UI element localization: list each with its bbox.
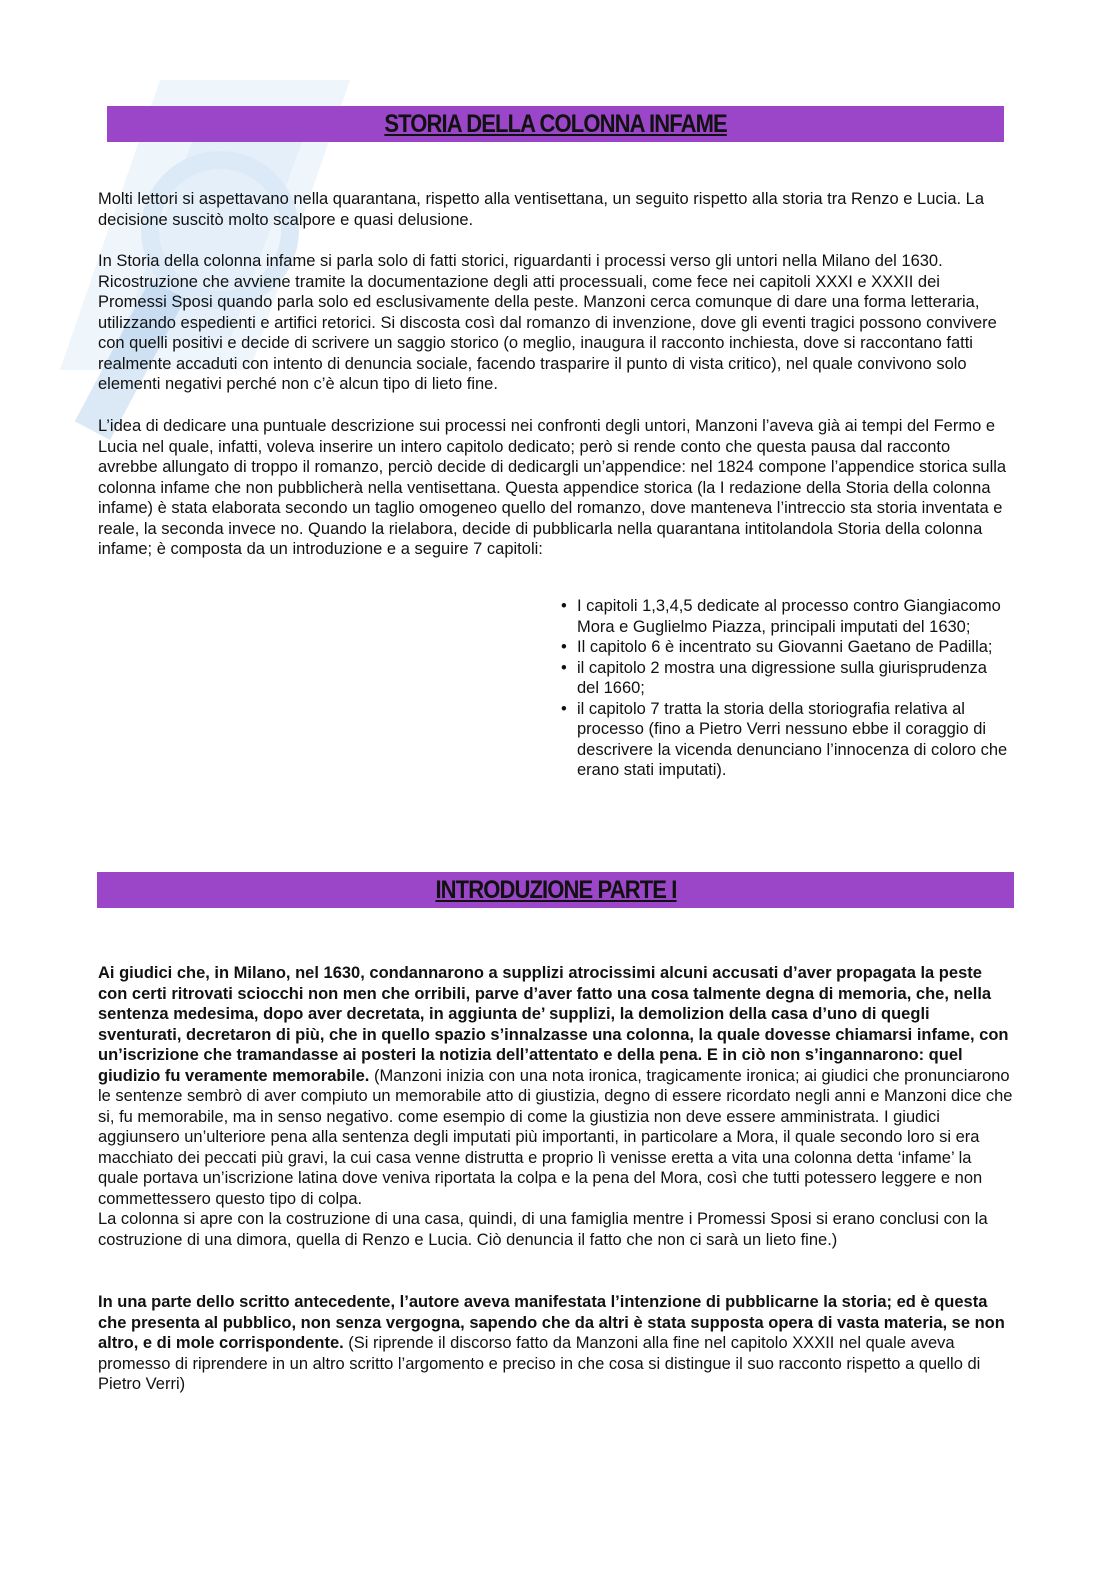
list-item — [560, 637, 1010, 658]
list-item — [560, 658, 1010, 699]
list-item-text: I capitoli 1,3,4,5 dedicate al processo contro Giangiacomo Mora e Guglielmo Piazza, principali imputati del 1630; — [577, 597, 1001, 636]
list-item-text: il capitolo 2 mostra una digressione sulla giurisprudenza del 1660; — [577, 658, 987, 697]
paragraph — [98, 1292, 1013, 1395]
section-title-banner — [107, 106, 1004, 142]
bullet-icon: • — [561, 658, 567, 677]
paragraph-text: L’idea di dedicare una puntuale descrizione sui processi nei confronti degli untori, Manzoni l’aveva già ai tempi del Fermo e Lucia nel quale, infatti, voleva inserire un intero capitolo dedicato; però si rende conto che questa pausa dal racconto avrebbe allungato di troppo il romanzo, perciò decide di dedicargli un’appendice: nel 1824 compone l’appendice storica sulla colonna infame che non pubblicherà nella ventisettana. Questa appendice storica (la I redazione della Storia della colonna infame) è stata elaborata secondo un taglio omogeneo quello del romanzo, dove manteneva l’intreccio sta storia inventata e reale, la seconda invece no. Quando la rielabora, decide di pubblicarla nella quarantana intitolandola Storia della colonna infame; è composta da un introduzione e a seguire 7 capitoli: — [98, 417, 1007, 558]
commentary-text: (Manzoni inizia con una nota ironica, tragicamente ironica; ai giudici che pronunciarono le sentenze sembrò di aver compiuto un memorabile atto di giustizia, degno di essere ricordato negli anni e Manzoni dice che si, fu memorabile, ma in senso negativo. come esempio di come la giustizia non deve essere amministrata. I giudici aggiunsero un’ulteriore pena alla sentenza degli imputati più importanti, in particolare a Mora, il quale secondo loro si era macchiato dei peccati più gravi, la cui casa venne distrutta e proprio lì venisse eretta a vita una colonna detta ‘infame’ la quale portava un’iscrizione latina dove veniva riportata la colpa e la pena del Mora, così che tutti potessero leggere e non commettessero questo tipo di colpa. — [98, 1066, 1013, 1208]
section-title: STORIA DELLA COLONNA INFAME — [384, 109, 727, 138]
paragraph — [98, 189, 1013, 230]
watermark-logo — [20, 40, 490, 460]
bullet-icon: • — [561, 699, 567, 718]
commentary-text: (Si riprende il discorso fatto da Manzoni alla fine nel capitolo XXXII nel quale aveva promesso di riprendere in un altro scritto l’argomento e preciso in che cosa si distingue il suo racconto rispetto a quello di Pietro Verri) — [98, 1334, 981, 1393]
section-title-banner — [97, 872, 1014, 908]
bullet-icon: • — [561, 638, 567, 656]
paragraph-text: In Storia della colonna infame si parla solo di fatti storici, riguardanti i processi verso gli untori nella Milano del 1630. Ricostruzione che avviene tramite la documentazione degli atti processuali, come fece nei capitoli XXXI e XXXII dei Promessi Sposi quando parla solo ed esclusivamente della peste. Manzoni cerca comunque di dare una forma letteraria, utilizzando espedienti e artifici retorici. Si discosta così dal romanzo di invenzione, dove gli eventi tragici possono convivere con quelli positivi e decide di scrivere un saggio storico (o meglio, inaugura il racconto inchiesta, dove si raccontano fatti realmente accaduti con intento di denuncia sociale, facendo trasparire il punto di vista critico), nel quale convivono solo elementi negativi perché non c’è alcun tipo di lieto fine. — [98, 252, 997, 393]
list-item — [560, 596, 1010, 637]
paragraph — [98, 251, 1013, 395]
paragraph — [98, 963, 1013, 1250]
paragraph-text: Molti lettori si aspettavano nella quarantana, rispetto alla ventisettana, un seguito rispetto alla storia tra Renzo e Lucia. La decisione suscitò molto scalpore e quasi delusione. — [98, 190, 985, 229]
quoted-text: In una parte dello scritto antecedente, l’autore aveva manifestata l’intenzione di pubblicarne la storia; ed è questa che presenta al pubblico, non senza vergogna, sapendo che da altri è stata supposta opera di vasta materia, se non altro, e di mole corrispondente. — [98, 1293, 1005, 1352]
paragraph-text — [98, 1292, 1013, 1395]
section-title: INTRODUZIONE PARTE I — [434, 875, 677, 904]
paragraph-text: La colonna si apre con la costruzione di una casa, quindi, di una famiglia mentre i Promessi Sposi si erano conclusi con la costruzione di una dimora, quella di Renzo e Lucia. Ciò denuncia il fatto che non ci sarà un lieto fine.) — [98, 1210, 988, 1249]
quoted-text: Ai giudici che, in Milano, nel 1630, condannarono a supplizi atrocissimi alcuni accusati d’aver propagata la peste con certi ritrovati sciocchi non men che orribili, parve d’aver fatto una cosa talmente degna di memoria, che, nella sentenza medesima, dopo aver decretata, in aggiunta de’ supplizi, la demolizion della casa d’uno di quegli sventurati, decretaron di più, che in quello spazio s’innalzasse una colonna, la quale dovesse chiamarsi infame, con un’iscrizione che tramandasse ai posteri la notizia dell’attentato e della pena. E in ciò non s’ingannarono: quel giudizio fu veramente memorabile. — [98, 964, 1009, 1085]
paragraph-text — [98, 963, 1013, 1209]
chapter-list — [560, 596, 1010, 781]
list-item-text: il capitolo 7 tratta la storia della storiografia relativa al processo (fino a Pietro Verri nessuno ebbe il coraggio di descrivere la vicenda denunciano l’innocenza di coloro che erano stati imputati). — [577, 699, 1008, 779]
paragraph — [98, 416, 1013, 560]
list-item-text: Il capitolo 6 è incentrato su Giovanni Gaetano de Padilla; — [577, 638, 993, 656]
bullet-icon: • — [561, 597, 567, 615]
list-item — [560, 699, 1010, 781]
